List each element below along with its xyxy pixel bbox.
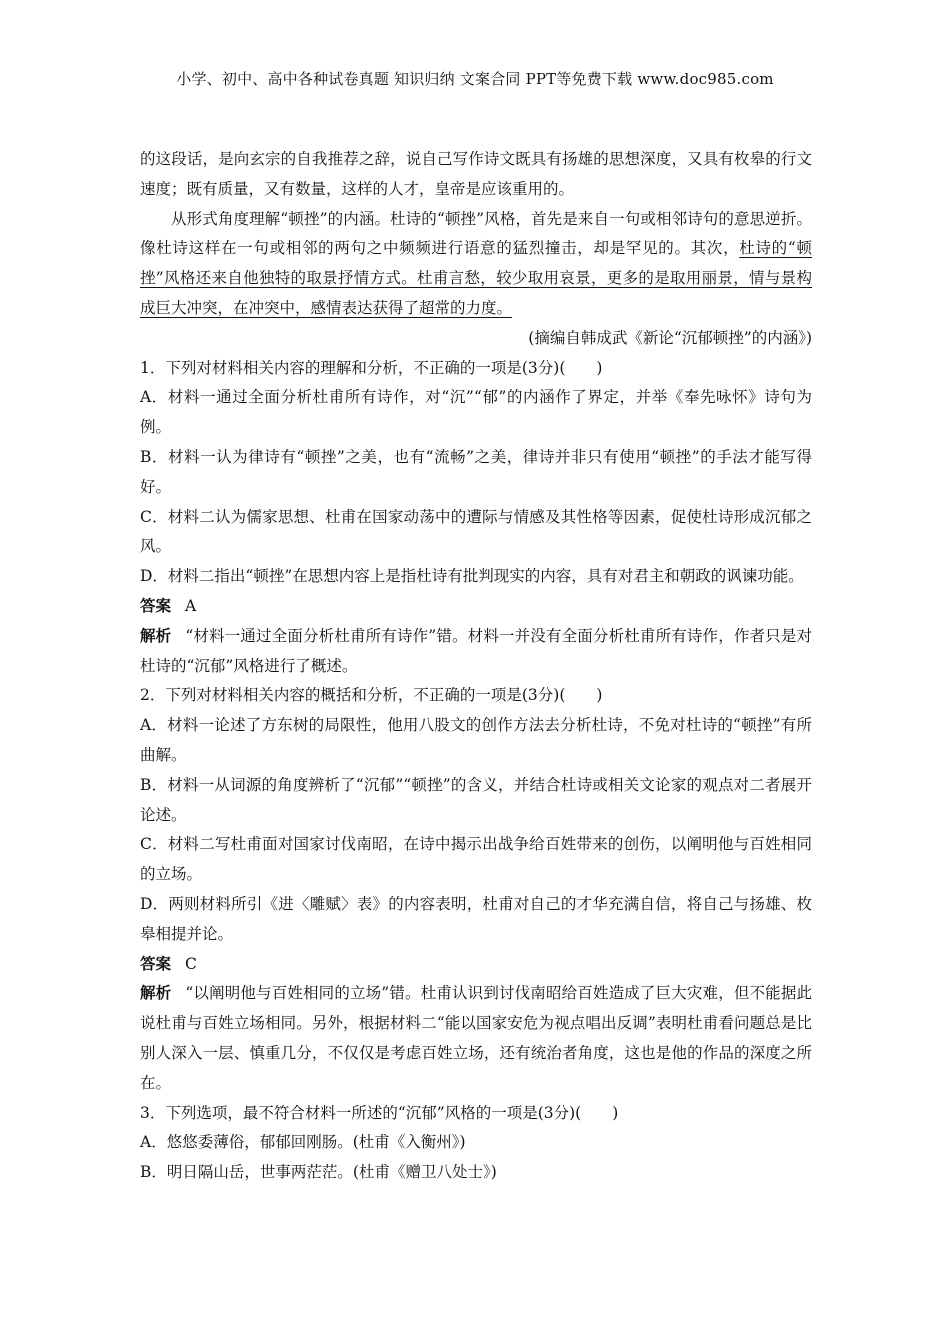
analysis <box>140 979 812 1098</box>
option-b: B．明日隔山岳，世事两茫茫。(杜甫《赠卫八处士》) <box>140 1163 497 1182</box>
option-d: D．两则材料所引《进〈雕赋〉表》的内容表明，杜甫对自己的才华充满自信，将自己与扬雄、枚皋相提并论。 <box>140 894 812 943</box>
answer-line <box>140 950 812 980</box>
passage-paragraph <box>140 205 812 324</box>
question-stem: 2．下列对材料相关内容的概括和分析，不正确的一项是(3分)( ) <box>140 686 603 705</box>
question-stem: 3．下列选项，最不符合材料一所述的“沉郁”风格的一项是(3分)( ) <box>140 1103 619 1122</box>
option-c: C．材料二认为儒家思想、杜甫在国家动荡中的遭际与情感及其性格等因素，促使杜诗形成沉郁之风。 <box>140 507 812 556</box>
answer-label: 答案 <box>140 954 172 973</box>
option-b: B．材料一从词源的角度辨析了“沉郁”“顿挫”的含义，并结合杜诗或相关文论家的观点对二者展开论述。 <box>140 775 812 824</box>
option-a: A．材料一通过全面分析杜甫所有诗作，对“沉”“郁”的内涵作了界定，并举《奉先咏怀》诗句为例。 <box>140 388 812 437</box>
option-b: B．材料一认为律诗有“顿挫”之美，也有“流畅”之美，律诗并非只有使用“顿挫”的手法才能写得好。 <box>140 447 812 496</box>
underlined-passage-text: 杜诗的“顿挫”风格还来自他独特的取景抒情方式。杜甫言愁，较少取用哀景，更多的是取用丽景，情与景构成巨大冲突，在冲突中，感情表达获得了超常的力度。 <box>140 239 812 317</box>
analysis-label: 解析 <box>140 984 172 1003</box>
passage-paragraph: 的这段话，是向玄宗的自我推荐之辞，说自己写作诗文既具有扬雄的思想深度，又具有枚皋的行文速度；既有质量，又有数量，这样的人才，皇帝是应该重用的。 <box>140 150 812 198</box>
option-d: D．材料二指出“顿挫”在思想内容上是指杜诗有批判现实的内容，具有对君主和朝政的讽谏功能。 <box>140 567 804 586</box>
option-c: C．材料二写杜甫面对国家讨伐南昭，在诗中揭示出战争给百姓带来的创伤，以阐明他与百姓相同的立场。 <box>140 835 812 884</box>
question-stem: 1．下列对材料相关内容的理解和分析，不正确的一项是(3分)( ) <box>140 358 603 377</box>
analysis-text: “材料一通过全面分析杜甫所有诗作”错。材料一并没有全面分析杜甫所有诗作，作者只是对杜诗的“沉郁”风格进行了概述。 <box>140 626 812 675</box>
option-a: A．材料一论述了方东树的局限性，他用八股文的创作方法去分析杜诗，不免对杜诗的“顿挫”有所曲解。 <box>140 716 812 764</box>
analysis-label: 解析 <box>140 626 172 645</box>
passage-source: (摘编自韩成武《新论“沉郁顿挫”的内涵》) <box>528 328 812 347</box>
answer-label: 答案 <box>140 596 172 615</box>
answer-value: C <box>185 954 197 973</box>
answer-value: A <box>185 596 197 615</box>
option-a: A．悠悠委薄俗，郁郁回刚肠。(杜甫《入衡州》) <box>140 1133 466 1152</box>
analysis <box>140 622 812 682</box>
analysis-text: “以阐明他与百姓相同的立场”错。杜甫认识到讨伐南昭给百姓造成了巨大灾难，但不能据此说杜甫与百姓立场相同。另外，根据材料二“能以国家安危为视点唱出反调”表明杜甫看问题总是比别人深入一层、慎重几分，不仅仅是考虑百姓立场，还有统治者角度，这也是他的作品的深度之所在。 <box>140 984 812 1092</box>
answer-line <box>140 592 812 622</box>
passage-text: 从形式角度理解“顿挫”的内涵。杜诗的“顿挫”风格，首先是来自一句或相邻诗句的意思逆折。像杜诗这样在一句或相邻的两句之中频频进行语意的猛烈撞击，却是罕见的。其次， <box>140 209 812 258</box>
page-header: 小学、初中、高中各种试卷真题 知识归纳 文案合同 PPT等免费下载 www.doc985.com <box>176 70 774 88</box>
document-body <box>140 145 812 1188</box>
